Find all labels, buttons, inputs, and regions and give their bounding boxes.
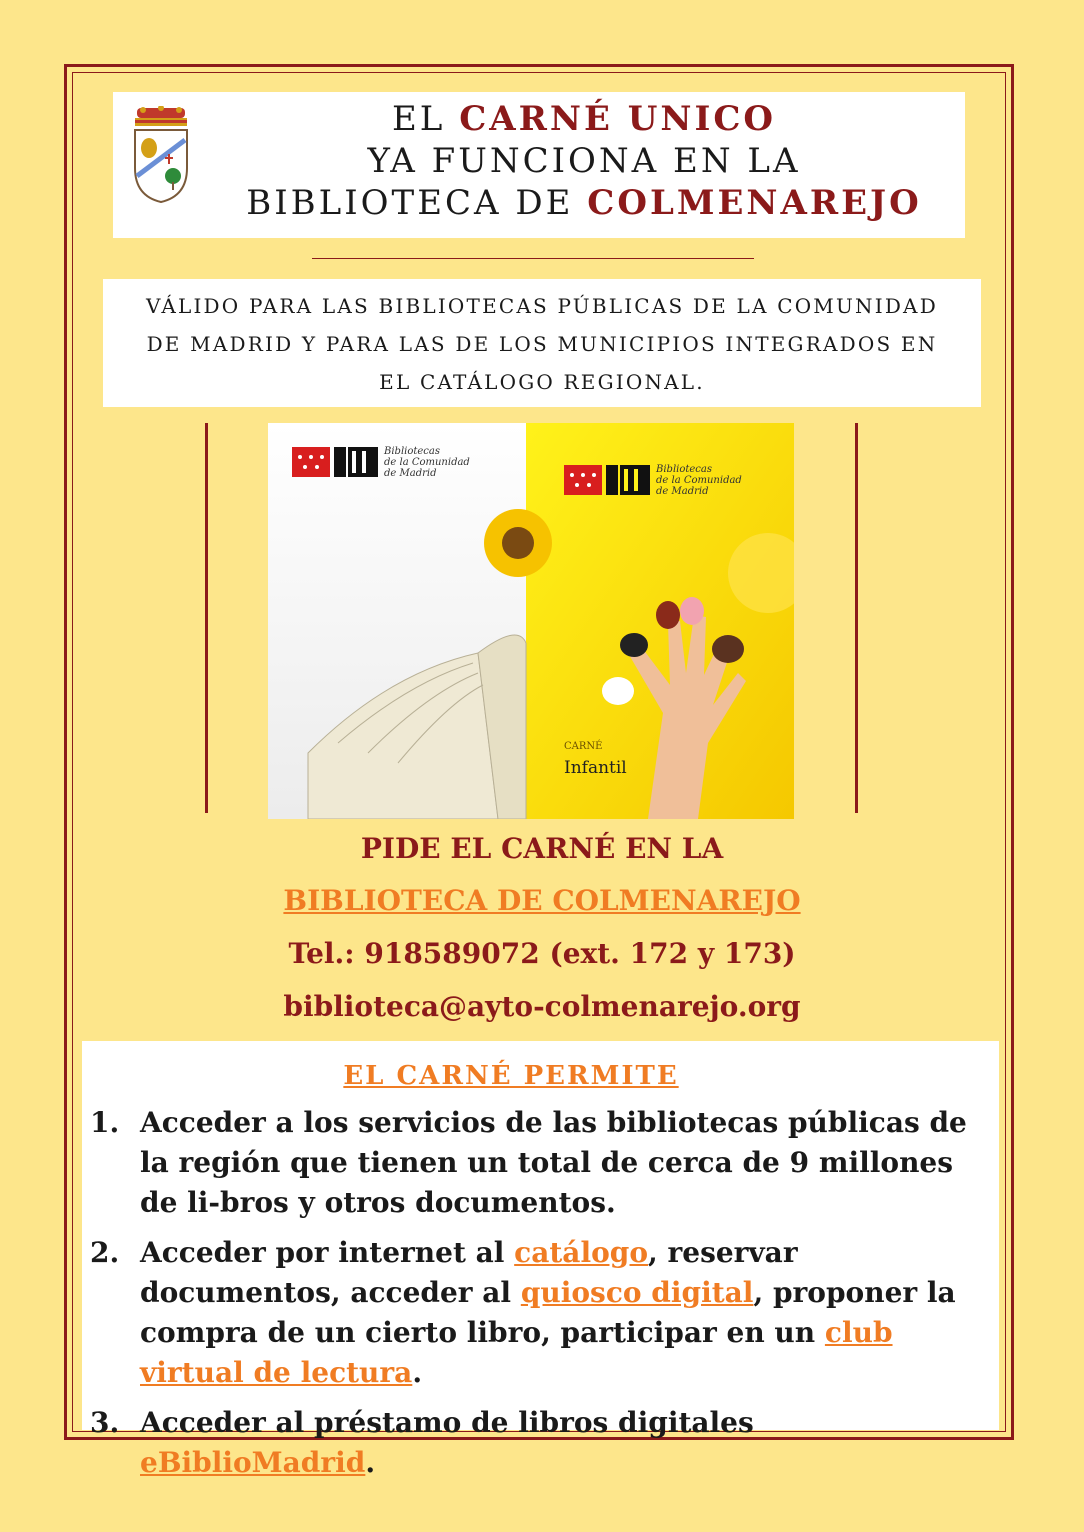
list-item bbox=[90, 1403, 995, 1483]
left-vertical-rule bbox=[205, 423, 208, 813]
left-brand-text-3: de Madrid bbox=[384, 468, 437, 479]
right-brand-text-2: de la Comunidad bbox=[656, 475, 742, 486]
header-box bbox=[113, 92, 965, 238]
left-brand-text-2: de la Comunidad bbox=[384, 457, 470, 468]
email-text: biblioteca@ayto-colmenarejo.org bbox=[283, 990, 801, 1023]
validity-line-3: EL CATÁLOGO REGIONAL. bbox=[379, 370, 705, 394]
library-link[interactable] bbox=[0, 884, 1084, 917]
item-text: Acceder por internet al bbox=[140, 1236, 515, 1269]
validity-line-2: DE MADRID Y PARA LAS DE LOS MUNICIPIOS INTEGRADOS EN bbox=[146, 332, 938, 356]
title-line-1 bbox=[203, 98, 965, 140]
title-line-3 bbox=[203, 182, 965, 224]
ebibliomadrid-link[interactable]: eBiblioMadrid bbox=[140, 1446, 366, 1479]
title-line-2: YA FUNCIONA EN LA bbox=[367, 141, 801, 181]
right-brand-text-1: Bibliotecas bbox=[656, 464, 712, 475]
left-brand-text-1: Bibliotecas bbox=[384, 446, 440, 457]
list-item bbox=[90, 1103, 995, 1223]
card-small-label: CARNÉ bbox=[564, 741, 603, 752]
reading-club-link[interactable]: club virtual de lectura bbox=[140, 1316, 893, 1389]
right-brand-text-3: de Madrid bbox=[656, 486, 709, 497]
title-text: BIBLIOTECA DE bbox=[246, 183, 588, 223]
catalog-link[interactable]: catálogo bbox=[514, 1236, 649, 1269]
library-cards-image bbox=[268, 423, 794, 819]
validity-line-1: VÁLIDO PARA LAS BIBLIOTECAS PÚBLICAS DE LA COMUNIDAD bbox=[146, 294, 938, 318]
item-number: 2. bbox=[90, 1236, 120, 1269]
sunflower-icon bbox=[484, 509, 552, 577]
validity-box bbox=[103, 279, 981, 407]
divider-line bbox=[312, 258, 754, 259]
title-text: EL bbox=[391, 99, 460, 139]
municipal-crest-icon bbox=[129, 106, 193, 206]
title-highlight-colmenarejo: COLMENAREJO bbox=[587, 183, 922, 223]
item-text: Acceder a los servicios de las bibliotecas públicas de la región que tienen un total de cerca de 9 millones de li-bros y otros documentos. bbox=[140, 1106, 967, 1219]
item-number: 1. bbox=[90, 1106, 120, 1139]
card-type-label: Infantil bbox=[564, 758, 627, 778]
item-number: 3. bbox=[90, 1406, 120, 1439]
item-text: . bbox=[365, 1446, 376, 1479]
main-title bbox=[203, 98, 965, 224]
permits-box bbox=[82, 1041, 999, 1479]
item-text: , reservar documentos, acceder al bbox=[140, 1236, 798, 1309]
item-text: . bbox=[412, 1356, 423, 1389]
request-card-text: PIDE EL CARNÉ EN LA bbox=[360, 832, 724, 865]
digital-kiosk-link[interactable]: quiosco digital bbox=[520, 1276, 754, 1309]
library-link-text[interactable]: BIBLIOTECA DE COLMENAREJO bbox=[283, 884, 801, 917]
item-text: , proponer la compra de un cierto libro, participar en un bbox=[140, 1276, 956, 1349]
permits-list bbox=[90, 1103, 995, 1493]
right-vertical-rule bbox=[855, 423, 858, 813]
item-text: Acceder al préstamo de libros digitales bbox=[140, 1406, 754, 1439]
title-highlight-carne: CARNÉ UNICO bbox=[459, 99, 777, 139]
list-item bbox=[90, 1233, 995, 1393]
permits-title: EL CARNÉ PERMITE bbox=[343, 1061, 679, 1091]
phone-text: Tel.: 918589072 (ext. 172 y 173) bbox=[288, 937, 796, 970]
